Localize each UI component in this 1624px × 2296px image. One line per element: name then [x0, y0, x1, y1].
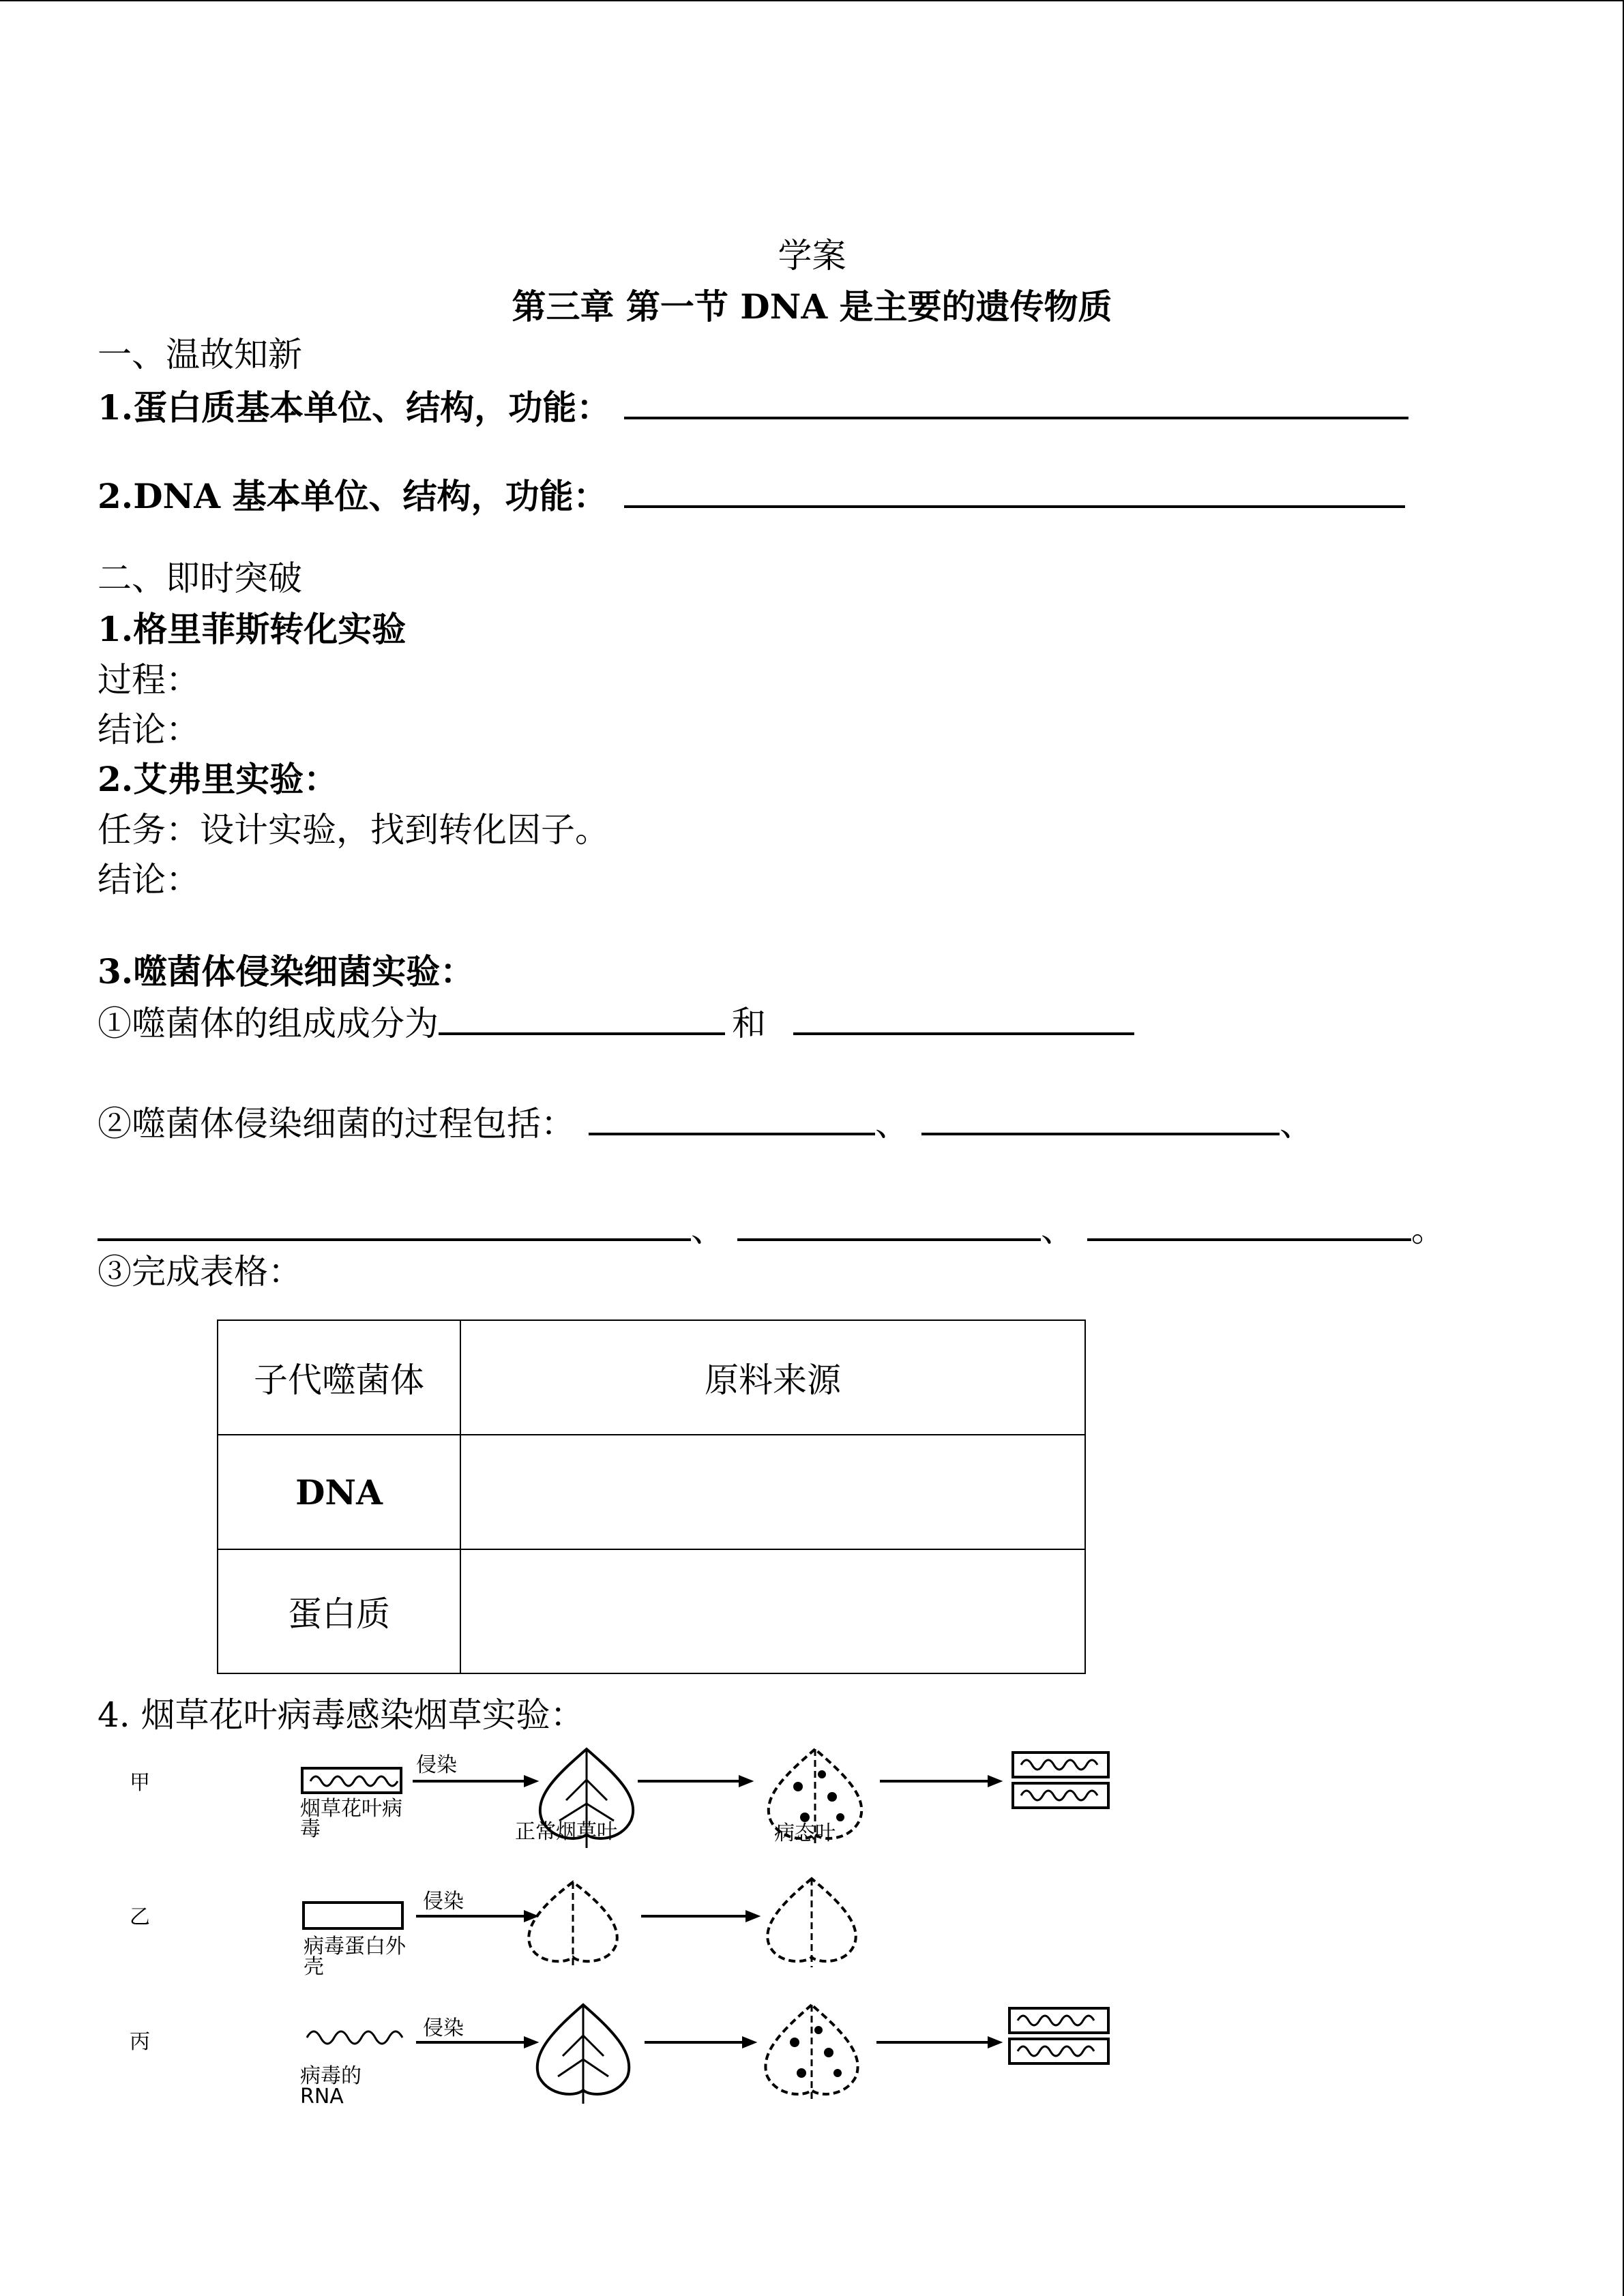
table-row	[218, 1435, 1085, 1549]
avery-title: 2.艾弗里实验：	[98, 759, 338, 799]
arrow-head-icon	[525, 1777, 535, 1785]
infect-label: 侵染	[423, 2016, 464, 2040]
answer-blank-component-1[interactable]	[439, 1001, 725, 1035]
answer-blank-dna[interactable]	[624, 474, 1405, 508]
period: 。	[1411, 1210, 1445, 1249]
phage-q3: ③完成表格：	[98, 1252, 302, 1292]
section-breakthrough-heading: 二、即时突破	[98, 558, 302, 598]
griffith-conclusion: 结论：	[98, 710, 200, 749]
table-cell-answer[interactable]	[460, 1435, 1085, 1549]
leaf-healthy-icon	[767, 1879, 856, 1967]
separator: 、	[691, 1210, 725, 1249]
question-dna-label: 2.DNA 基本单位、结构，功能：	[98, 476, 608, 516]
row-label-yi: 乙	[130, 1905, 150, 1929]
phage-title: 3.噬菌体侵染细菌实验：	[98, 951, 475, 992]
infect-label: 侵染	[416, 1753, 457, 1777]
table-header-cell: 原料来源	[460, 1320, 1085, 1435]
progeny-virus-icon	[1013, 1753, 1108, 1808]
virus-box-icon	[302, 1768, 401, 1793]
avery-conclusion: 结论：	[98, 860, 200, 899]
row-label-jia: 甲	[130, 1771, 150, 1795]
arrow-head-icon	[525, 1912, 535, 1920]
leaf-healthy-icon	[529, 1882, 617, 1967]
row-label-bing: 丙	[130, 2030, 150, 2054]
avery-task: 任务：设计实验，找到转化因子。	[98, 810, 609, 850]
arrow-head-icon	[525, 2038, 535, 2046]
separator: 、	[875, 1104, 909, 1144]
arrow-head-icon	[989, 1777, 999, 1785]
answer-blank-protein[interactable]	[624, 385, 1408, 419]
tobacco-virus-diagram	[0, 1732, 1624, 2114]
doc-subtitle: 第三章 第一节 DNA 是主要的遗传物质	[512, 286, 1112, 327]
phage-q1-and: 和	[732, 1004, 766, 1043]
leaf-diseased-icon	[765, 2005, 857, 2100]
answer-blank-step-5[interactable]	[1087, 1207, 1411, 1241]
separator: 、	[1280, 1104, 1314, 1144]
source-table	[217, 1320, 1086, 1674]
arrow-head-icon	[743, 2038, 754, 2046]
phage-q2-cont	[98, 1207, 1445, 1250]
phage-q2-label: ②噬菌体侵染细菌的过程包括：	[98, 1104, 575, 1144]
answer-blank-step-3[interactable]	[98, 1207, 691, 1241]
answer-blank-step-4[interactable]	[737, 1207, 1041, 1241]
phage-q1-label: ①噬菌体的组成成分为	[98, 1004, 439, 1043]
tobacco-title: 4. 烟草花叶病毒感染烟草实验：	[98, 1695, 585, 1735]
rna-strand-icon	[307, 2031, 402, 2044]
answer-blank-step-2[interactable]	[921, 1101, 1280, 1135]
answer-blank-step-1[interactable]	[589, 1101, 875, 1135]
progeny-virus-icon	[1009, 2008, 1108, 2063]
table-row	[218, 1549, 1085, 1673]
table-row-label: DNA	[218, 1435, 460, 1549]
arrow-head-icon	[740, 1777, 750, 1785]
question-protein-label: 1.蛋白质基本单位、结构，功能：	[98, 387, 611, 428]
normal-leaf-label: 正常烟草叶	[515, 1820, 617, 1844]
protein-shell-icon	[304, 1903, 402, 1928]
phage-q2	[98, 1101, 1314, 1144]
table-cell-answer[interactable]	[460, 1549, 1085, 1673]
question-protein	[98, 385, 1408, 428]
question-dna	[98, 474, 1405, 517]
table-row-label: 蛋白质	[218, 1549, 460, 1673]
leaf-healthy-icon	[537, 2005, 630, 2104]
doc-title: 学案	[778, 236, 846, 275]
infect-label: 侵染	[423, 1890, 464, 1913]
rna-label: 病毒的RNA	[300, 2064, 361, 2108]
phage-q1	[98, 1001, 1134, 1044]
diseased-leaf-label: 病态叶	[774, 1821, 836, 1845]
arrow-head-icon	[747, 1912, 757, 1920]
answer-blank-component-2[interactable]	[793, 1001, 1134, 1035]
griffith-title: 1.格里菲斯转化实验	[98, 609, 407, 649]
table-header-cell: 子代噬菌体	[218, 1320, 460, 1435]
separator: 、	[1041, 1210, 1075, 1249]
protein-shell-label: 病毒蛋白外壳	[304, 1935, 406, 1979]
arrow-head-icon	[989, 2038, 999, 2046]
table-header-row	[218, 1320, 1085, 1435]
section-review-heading: 一、温故知新	[98, 335, 302, 374]
griffith-process: 过程：	[98, 660, 200, 700]
virus-label: 烟草花叶病毒	[300, 1797, 402, 1841]
